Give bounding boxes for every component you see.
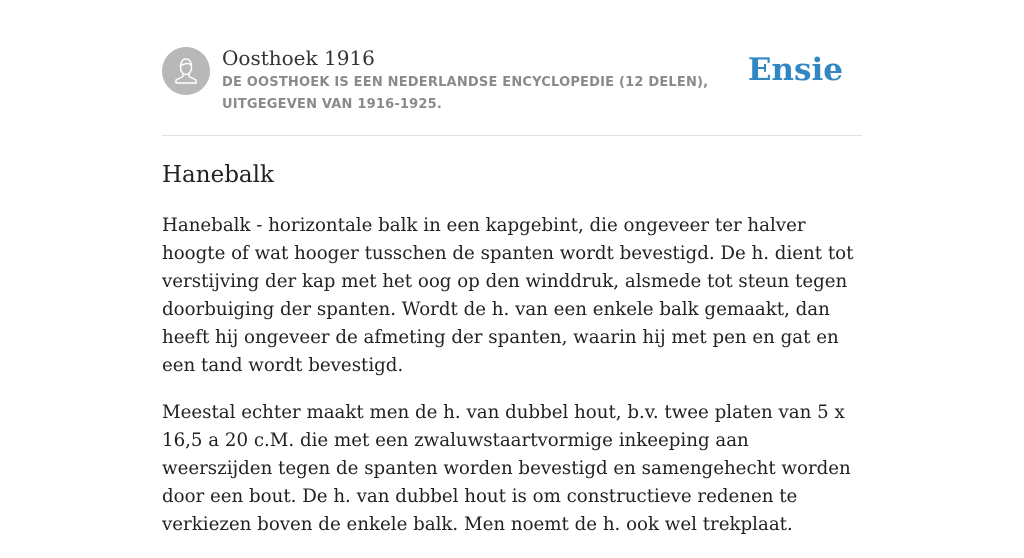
source-avatar[interactable] [162, 47, 210, 95]
source-header [162, 46, 862, 118]
entry-paragraph: Meestal echter maakt men de h. van dubbel hout, b.v. twee platen van 5 x 16,5 a 20 c.M. die met een zwaluwstaartvormige inkeeping aan weerszijden tegen de spanten worden bevestigd en samengehecht worden door een bout. De h. van dubbel hout is om constructieve redenen te verkiezen boven de enkele balk. Men noemt de h. ook wel trekplaat. [162, 402, 851, 535]
source-name[interactable]: Oosthoek 1916 [222, 46, 375, 70]
header-divider [162, 135, 862, 136]
source-description: DE OOSTHOEK IS EEN NEDERLANDSE ENCYCLOPEDIE (12 DELEN), UITGEGEVEN VAN 1916-1925. [222, 75, 709, 112]
entry-title: Hanebalk [162, 162, 274, 188]
entry-paragraph: Hanebalk - horizontale balk in een kapgebint, die ongeveer ter halver hoogte of wat hooger tusschen de spanten wordt bevestigd. De h. dient tot verstijving der kap met het oog op den winddruk, alsmede tot steun tegen doorbuiging der spanten. Wordt de h. van een enkele balk gemaakt, dan heeft hij ongeveer de afmeting der spanten, waarin hij met pen en gat en een tand wordt bevestigd. [162, 215, 854, 376]
entry-content [162, 212, 862, 558]
ensie-logo-link[interactable]: Ensie [747, 52, 843, 88]
user-silhouette-icon [162, 47, 210, 95]
